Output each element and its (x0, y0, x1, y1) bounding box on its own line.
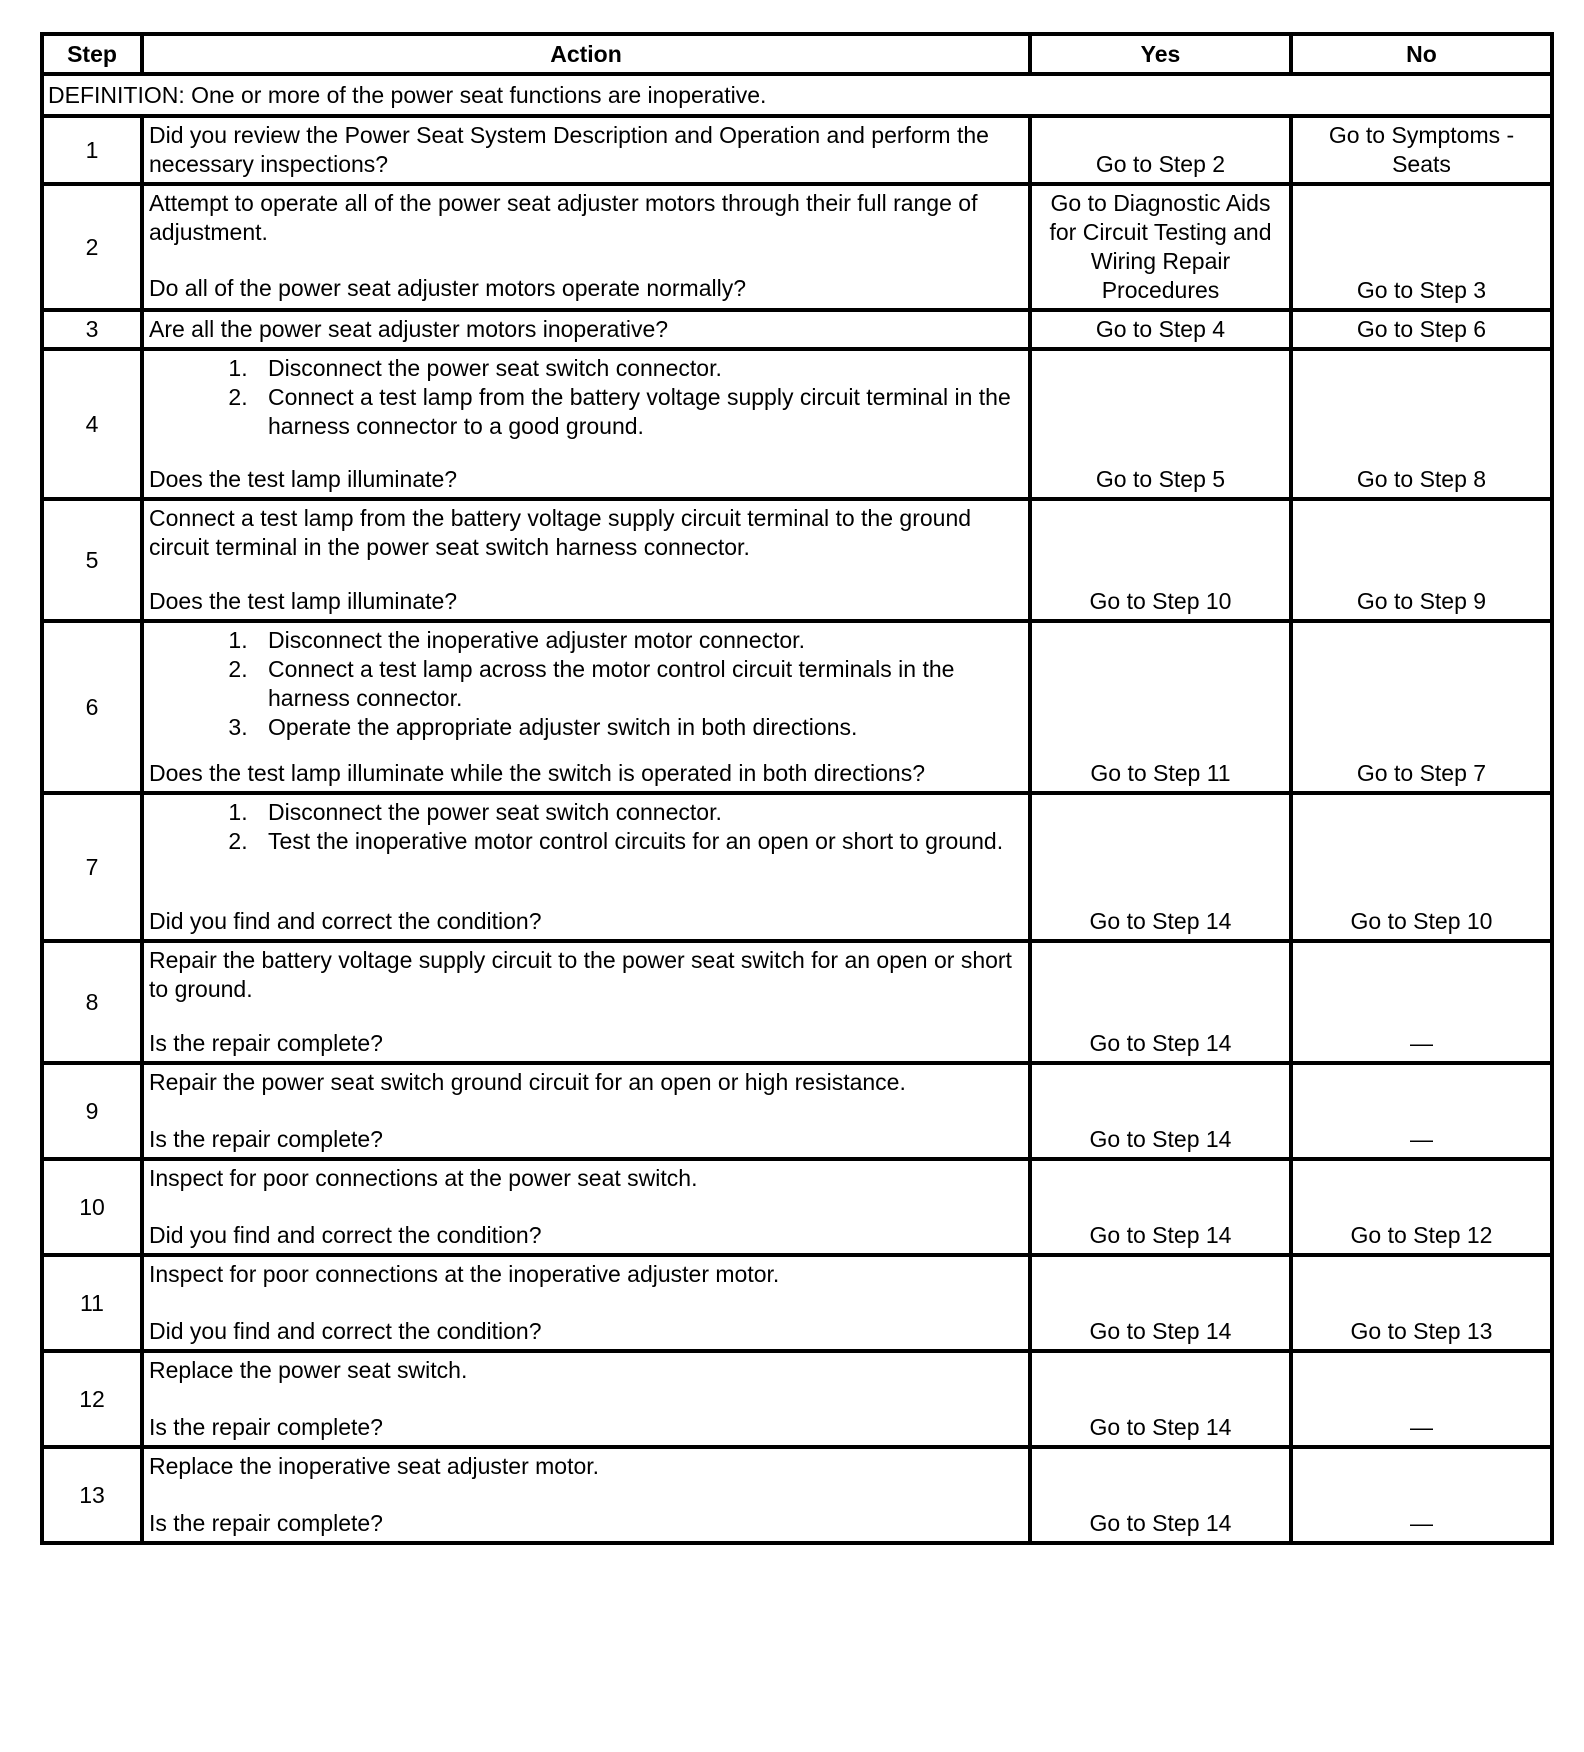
yes-result: Go to Step 14 (1030, 1351, 1291, 1447)
yes-result: Go to Step 14 (1030, 1159, 1291, 1255)
action-instruction: Inspect for poor connections at the power seat switch. (149, 1165, 698, 1191)
action-instruction: Inspect for poor connections at the inoperative adjuster motor. (149, 1261, 780, 1287)
action-instruction: Did you review the Power Seat System Description and Operation and perform the necessary inspections? (149, 122, 989, 177)
step-number: 7 (42, 793, 142, 941)
action-instruction: Replace the power seat switch. (149, 1357, 468, 1383)
yes-result: Go to Step 14 (1030, 1447, 1291, 1543)
action-question: Is the repair complete? (149, 1510, 383, 1536)
step-number: 6 (42, 621, 142, 793)
action-question: Does the test lamp illuminate while the switch is operated in both directions? (149, 760, 926, 786)
no-result: — (1291, 1063, 1552, 1159)
step-number: 10 (42, 1159, 142, 1255)
step-number: 5 (42, 499, 142, 621)
no-result: Go to Symptoms - Seats (1291, 116, 1552, 184)
table-row (42, 499, 1552, 621)
substep-item: 1. Disconnect the power seat switch connector. (254, 354, 1023, 383)
yes-result: Go to Step 14 (1030, 1063, 1291, 1159)
action-question: Do all of the power seat adjuster motors operate normally? (149, 275, 747, 301)
yes-result: Go to Step 5 (1030, 349, 1291, 499)
no-result: Go to Step 9 (1291, 499, 1552, 621)
table-row (42, 349, 1552, 499)
table-row (42, 1063, 1552, 1159)
table-row (42, 1447, 1552, 1543)
step-number: 2 (42, 184, 142, 310)
yes-result: Go to Step 14 (1030, 793, 1291, 941)
action-substeps (149, 798, 1023, 856)
table-row (42, 310, 1552, 349)
action-instruction: Repair the power seat switch ground circuit for an open or high resistance. (149, 1069, 906, 1095)
definition-text: DEFINITION: One or more of the power seat functions are inoperative. (42, 74, 1552, 116)
table-row (42, 1255, 1552, 1351)
table-row (42, 184, 1552, 310)
yes-result: Go to Step 14 (1030, 941, 1291, 1063)
step-number: 11 (42, 1255, 142, 1351)
action-question: Is the repair complete? (149, 1030, 383, 1056)
yes-result: Go to Step 10 (1030, 499, 1291, 621)
action-substeps (149, 626, 1023, 742)
yes-result: Go to Step 4 (1030, 310, 1291, 349)
step-number: 12 (42, 1351, 142, 1447)
action-question: Are all the power seat adjuster motors inoperative? (149, 316, 669, 342)
substep-item: 1. Disconnect the power seat switch connector. (254, 798, 1023, 827)
action-cell (142, 1447, 1030, 1543)
action-question: Did you find and correct the condition? (149, 908, 542, 934)
no-result: Go to Step 13 (1291, 1255, 1552, 1351)
no-result: Go to Step 8 (1291, 349, 1552, 499)
no-result: Go to Step 3 (1291, 184, 1552, 310)
definition-row (42, 74, 1552, 116)
header-step: Step (42, 34, 142, 74)
no-result: — (1291, 941, 1552, 1063)
action-cell (142, 349, 1030, 499)
action-question: Does the test lamp illuminate? (149, 588, 458, 614)
action-instruction: Connect a test lamp from the battery voltage supply circuit terminal to the ground circuit terminal in the power seat switch harness connector. (149, 505, 972, 560)
action-cell (142, 184, 1030, 310)
action-instruction: Attempt to operate all of the power seat adjuster motors through their full range of adjustment. (149, 190, 978, 245)
action-cell (142, 793, 1030, 941)
action-instruction: Replace the inoperative seat adjuster motor. (149, 1453, 600, 1479)
header-no: No (1291, 34, 1552, 74)
yes-result: Go to Step 2 (1030, 116, 1291, 184)
header-row (42, 34, 1552, 74)
step-number: 13 (42, 1447, 142, 1543)
action-cell (142, 1159, 1030, 1255)
action-question: Is the repair complete? (149, 1414, 383, 1440)
table-row (42, 116, 1552, 184)
action-cell (142, 499, 1030, 621)
action-cell (142, 1255, 1030, 1351)
action-cell (142, 116, 1030, 184)
action-cell (142, 1351, 1030, 1447)
table-row (42, 941, 1552, 1063)
table-row (42, 1351, 1552, 1447)
action-substeps (149, 354, 1023, 441)
no-result: Go to Step 6 (1291, 310, 1552, 349)
no-result: — (1291, 1447, 1552, 1543)
step-number: 9 (42, 1063, 142, 1159)
action-cell (142, 310, 1030, 349)
yes-result: Go to Step 14 (1030, 1255, 1291, 1351)
substep-item: 2. Test the inoperative motor control circuits for an open or short to ground. (254, 827, 1023, 856)
step-number: 8 (42, 941, 142, 1063)
action-question: Is the repair complete? (149, 1126, 383, 1152)
substep-item: 2. Connect a test lamp from the battery voltage supply circuit terminal in the harness connector to a good ground. (254, 383, 1023, 441)
table-row (42, 793, 1552, 941)
action-cell (142, 1063, 1030, 1159)
action-cell (142, 941, 1030, 1063)
no-result: Go to Step 12 (1291, 1159, 1552, 1255)
action-question: Did you find and correct the condition? (149, 1222, 542, 1248)
diagnostic-table (40, 32, 1554, 1545)
table-row (42, 621, 1552, 793)
header-yes: Yes (1030, 34, 1291, 74)
step-number: 4 (42, 349, 142, 499)
step-number: 1 (42, 116, 142, 184)
yes-result: Go to Step 11 (1030, 621, 1291, 793)
table-row (42, 1159, 1552, 1255)
header-action: Action (142, 34, 1030, 74)
step-number: 3 (42, 310, 142, 349)
no-result: Go to Step 7 (1291, 621, 1552, 793)
substep-item: 2. Connect a test lamp across the motor control circuit terminals in the harness connector. (254, 655, 1023, 713)
action-cell (142, 621, 1030, 793)
no-result: Go to Step 10 (1291, 793, 1552, 941)
substep-item: 3. Operate the appropriate adjuster switch in both directions. (254, 713, 1023, 742)
action-question: Does the test lamp illuminate? (149, 466, 458, 492)
no-result: — (1291, 1351, 1552, 1447)
substep-item: 1. Disconnect the inoperative adjuster motor connector. (254, 626, 1023, 655)
yes-result: Go to Diagnostic Aids for Circuit Testing and Wiring Repair Procedures (1030, 184, 1291, 310)
action-instruction: Repair the battery voltage supply circuit to the power seat switch for an open or short to ground. (149, 947, 1012, 1002)
action-question: Did you find and correct the condition? (149, 1318, 542, 1344)
